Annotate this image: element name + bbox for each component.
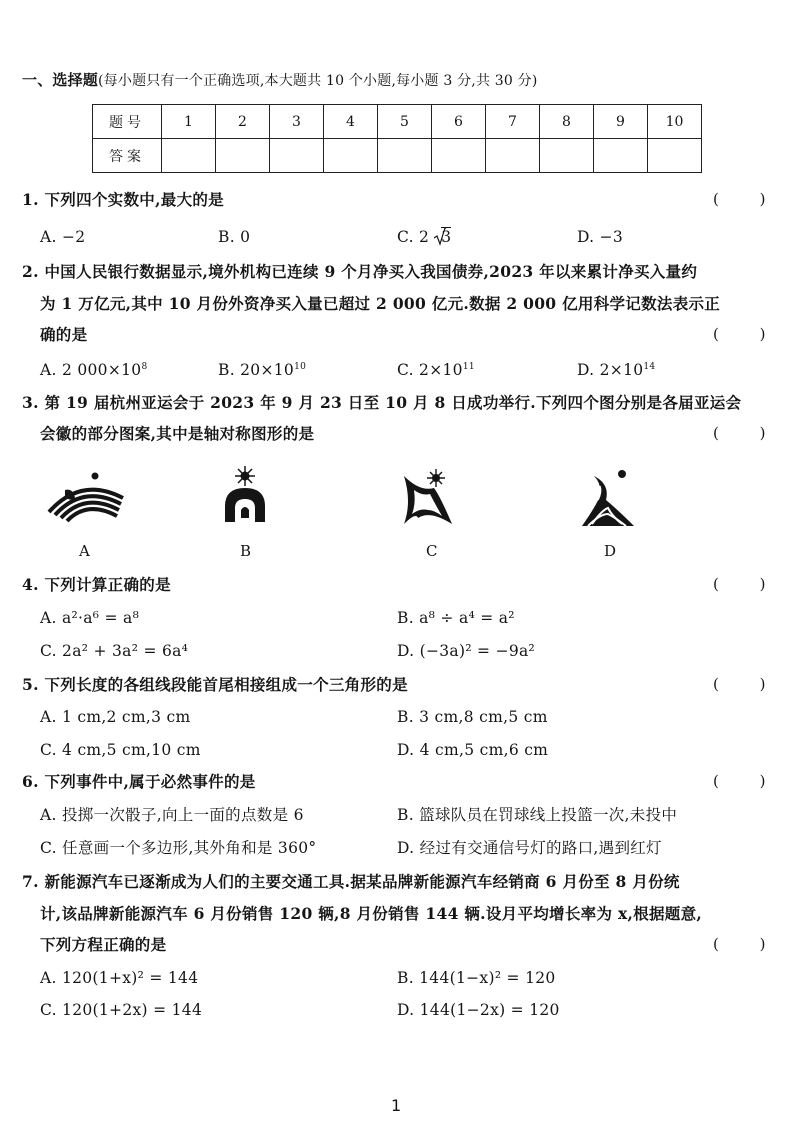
answer-table-number: 4: [324, 105, 378, 139]
answer-cell[interactable]: [594, 139, 648, 173]
q5-answer-blank: ( ): [713, 675, 784, 693]
q2-stem-line3: 确的是: [40, 325, 88, 344]
q3-stem-line1: 3. 第 19 届杭州亚运会于 2023 年 9 月 23 日至 10 月 8 日成功举行.下列四个图分别是各届亚运会: [22, 393, 742, 412]
q2-option-a-base: A. 2 000×10: [40, 361, 142, 380]
q2-option-b: [218, 357, 306, 380]
q5-option-a: A. 1 cm,2 cm,3 cm: [40, 708, 191, 726]
q2-option-a-exp: 8: [141, 362, 148, 372]
q3-stem-line2: 会徽的部分图案,其中是轴对称图形的是: [40, 424, 315, 443]
emblem-a-label: A: [79, 542, 90, 560]
answer-table-number: 7: [486, 105, 540, 139]
answer-cell[interactable]: [540, 139, 594, 173]
q2-option-c: [397, 357, 475, 380]
answer-table-number-row: [93, 105, 702, 139]
answer-table-number: 6: [432, 105, 486, 139]
q1-answer-blank: ( ): [713, 190, 784, 208]
emblem-d-icon: [578, 466, 638, 530]
page-number: 1: [391, 1096, 402, 1115]
q7-option-d: D. 144(1−2x) = 120: [397, 1001, 560, 1019]
q7-option-a: A. 120(1+x)² = 144: [40, 969, 199, 987]
section-note: (每小题只有一个正确选项,本大题共 10 个小题,每小题 3 分,共 30 分): [98, 73, 538, 89]
q5-option-c: C. 4 cm,5 cm,10 cm: [40, 741, 201, 759]
answer-cell[interactable]: [216, 139, 270, 173]
answer-table: [92, 104, 702, 173]
q2-option-d: [577, 357, 655, 380]
q7-option-c: C. 120(1+2x) = 144: [40, 1001, 203, 1019]
answer-table-answer-row: [93, 139, 702, 173]
emblem-d-label: D: [604, 542, 617, 560]
q2-option-b-exp: 10: [294, 362, 307, 372]
q6-answer-blank: ( ): [713, 772, 784, 790]
q6-option-c: C. 任意画一个多边形,其外角和是 360°: [40, 839, 317, 857]
answer-table-number: 10: [648, 105, 702, 139]
q4-answer-blank: ( ): [713, 575, 784, 593]
q1-option-a: A. −2: [40, 228, 86, 246]
q5-stem: 5. 下列长度的各组线段能首尾相接组成一个三角形的是: [22, 675, 408, 694]
q1-option-d: D. −3: [577, 228, 624, 246]
q7-answer-blank: ( ): [713, 935, 784, 953]
q4-option-a: A. a²·a⁶ = a⁸: [40, 609, 140, 627]
q2-option-d-base: D. 2×10: [577, 361, 644, 380]
q4-option-c: C. 2a² + 3a² = 6a⁴: [40, 642, 189, 660]
answer-cell[interactable]: [432, 139, 486, 173]
answer-table-number: 2: [216, 105, 270, 139]
section-title: [22, 70, 538, 91]
section-title-label: 一、选择题: [22, 71, 99, 89]
answer-cell[interactable]: [162, 139, 216, 173]
q1-stem: 1. 下列四个实数中,最大的是: [22, 190, 224, 209]
answer-cell[interactable]: [270, 139, 324, 173]
q1-option-c: [397, 227, 451, 247]
q4-option-d: D. (−3a)² = −9a²: [397, 642, 536, 660]
emblem-c-label: C: [426, 542, 438, 560]
answer-table-number: 9: [594, 105, 648, 139]
q5-option-b: B. 3 cm,8 cm,5 cm: [397, 708, 548, 726]
answer-table-row1-label: 题号: [93, 105, 162, 139]
answer-cell[interactable]: [486, 139, 540, 173]
q5-option-d: D. 4 cm,5 cm,6 cm: [397, 741, 549, 759]
emblem-c-icon: [400, 466, 456, 530]
q7-stem-line3: 下列方程正确的是: [40, 935, 167, 954]
q7-option-b: B. 144(1−x)² = 120: [397, 969, 556, 987]
q2-stem-line1: 2. 中国人民银行数据显示,境外机构已连续 9 个月净买入我国债券,2023 年以来累计净买入量约: [22, 262, 698, 281]
answer-cell[interactable]: [648, 139, 702, 173]
sqrt-icon: [434, 227, 446, 247]
sqrt-radicand: 3: [441, 228, 452, 246]
emblem-a-icon: [45, 468, 127, 528]
emblem-b-icon: [220, 466, 270, 530]
answer-table-number: 5: [378, 105, 432, 139]
q2-stem-line2: 为 1 万亿元,其中 10 月份外资净买入量已超过 2 000 亿元.数据 2 000 亿用科学记数法表示正: [40, 294, 721, 313]
q6-option-a: A. 投掷一次骰子,向上一面的点数是 6: [40, 806, 304, 824]
answer-table-number: 3: [270, 105, 324, 139]
q2-option-d-exp: 14: [643, 362, 656, 372]
q4-option-b: B. a⁸ ÷ a⁴ = a²: [397, 609, 515, 627]
q2-answer-blank: ( ): [713, 325, 784, 343]
answer-cell[interactable]: [378, 139, 432, 173]
q6-option-d: D. 经过有交通信号灯的路口,遇到红灯: [397, 839, 662, 857]
q1-option-c-prefix: C. 2: [397, 228, 430, 246]
q2-option-c-base: C. 2×10: [397, 361, 463, 380]
answer-table-row2-label: 答案: [93, 139, 162, 173]
q7-stem-line2: 计,该品牌新能源汽车 6 月份销售 120 辆,8 月份销售 144 辆.设月平均增长率为 x,根据题意,: [40, 904, 703, 923]
q7-stem-line1: 7. 新能源汽车已逐渐成为人们的主要交通工具.据某品牌新能源汽车经销商 6 月份至 8 月份统: [22, 872, 680, 891]
q2-option-b-base: B. 20×10: [218, 361, 295, 380]
answer-table-number: 1: [162, 105, 216, 139]
q2-option-a: [40, 357, 147, 380]
emblem-b-label: B: [240, 542, 252, 560]
q1-option-b: B. 0: [218, 228, 251, 246]
q6-stem: 6. 下列事件中,属于必然事件的是: [22, 772, 256, 791]
answer-cell[interactable]: [324, 139, 378, 173]
q3-answer-blank: ( ): [713, 424, 784, 442]
answer-table-number: 8: [540, 105, 594, 139]
q6-option-b: B. 篮球队员在罚球线上投篮一次,未投中: [397, 806, 678, 824]
q4-stem: 4. 下列计算正确的是: [22, 575, 171, 594]
q2-option-c-exp: 11: [462, 362, 475, 372]
